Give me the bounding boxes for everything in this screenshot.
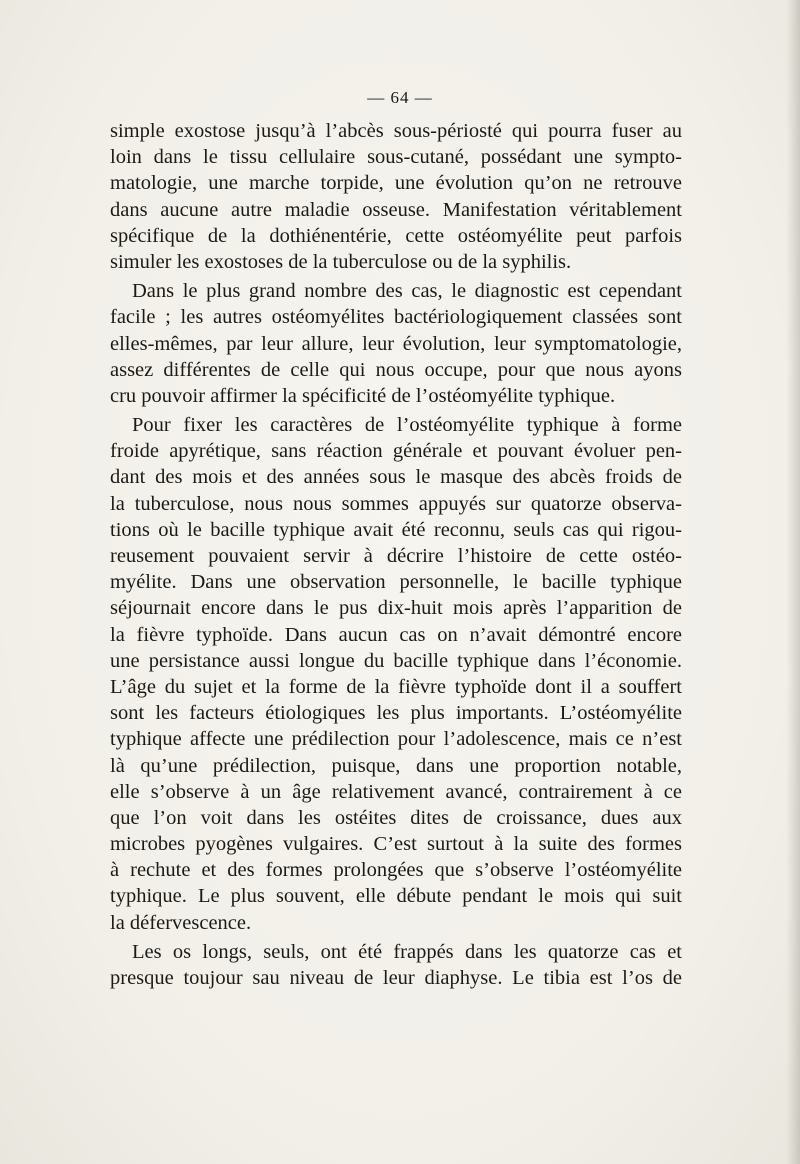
text-line: simuler les exostoses de la tuberculose ou de la syphilis. [110,250,572,273]
text-line: froide apyrétique, sans réaction générale et pouvant évoluer pen- [110,440,682,463]
text-line: dans aucune autre maladie osseuse. Manifestation véritablement [110,198,682,221]
text-line: elles-mêmes, par leur allure, leur évolution, leur symptomatologie, [110,332,682,355]
paragraph [110,412,682,936]
text-line: facile ; les autres ostéomyélites bactériologiquement classées sont [110,306,682,329]
text-line: là qu’une prédilection, puisque, dans une proportion notable, [110,754,682,777]
body-text [110,118,682,991]
text-line: reusement pouvaient servir à décrire l’histoire de cette ostéo- [110,545,682,567]
text-line: la fièvre typhoïde. Dans aucun cas on n’avait démontré encore [110,623,682,646]
text-line: simple exostose jusqu’à l’abcès sous-périosté qui pourra fuser au [110,120,682,142]
text-line: matologie, une marche torpide, une évolution qu’on ne retrouve [110,172,682,195]
text-line: Dans le plus grand nombre des cas, le diagnostic est cependant [132,280,682,303]
page-edge-shadow [786,0,800,1164]
text-line: spécifique de la dothiénentérie, cette ostéomyélite peut parfois [110,224,682,247]
text-line: une persistance aussi longue du bacille typhique dans l’économie. [110,649,682,672]
text-line: loin dans le tissu cellulaire sous-cutané, possédant une sympto- [110,146,682,169]
text-line: cru pouvoir affirmer la spécificité de l’ostéomyélite typhique. [110,384,616,407]
paragraph [110,278,682,409]
text-line: typhique. Le plus souvent, elle débute pendant le mois qui suit [110,885,682,908]
text-line: presque toujour sau niveau de leur diaphyse. Le tibia est l’os de [110,967,682,989]
text-line: Pour fixer les caractères de l’ostéomyélite typhique à forme [132,414,682,437]
text-line: Les os longs, seuls, ont été frappés dans les quatorze cas et [132,940,682,963]
page-number: — 64 — [367,88,433,107]
text-line: la tuberculose, nous nous sommes appuyés sur quatorze observa- [110,492,682,515]
text-line: la défervescence. [110,911,252,934]
text-line: à rechute et des formes prolongées que s’observe l’ostéomyélite [110,859,682,882]
text-line: myélite. Dans une observation personnelle, le bacille typhique [110,571,682,594]
text-line: sont les facteurs étiologiques les plus importants. L’ostéomyélite [110,702,682,725]
paragraph [110,118,682,275]
text-line: séjournait encore dans le pus dix-huit mois après l’apparition de [110,597,682,620]
text-line: microbes pyogènes vulgaires. C’est surtout à la suite des formes [110,833,682,856]
text-line: L’âge du sujet et la forme de la fièvre typhoïde dont il a souffert [110,675,682,698]
text-line: assez différentes de celle qui nous occupe, pour que nous ayons [110,358,682,381]
text-line: que l’on voit dans les ostéites dites de croissance, dues aux [110,806,682,829]
text-line: dant des mois et des années sous le masque des abcès froids de [110,466,682,489]
text-line: elle s’observe à un âge relativement avancé, contrairement à ce [110,780,682,803]
text-line: typhique affecte une prédilection pour l’adolescence, mais ce n’est [110,728,682,751]
text-line: tions où le bacille typhique avait été reconnu, seuls cas qui rigou- [110,518,682,541]
paragraph [110,939,682,991]
